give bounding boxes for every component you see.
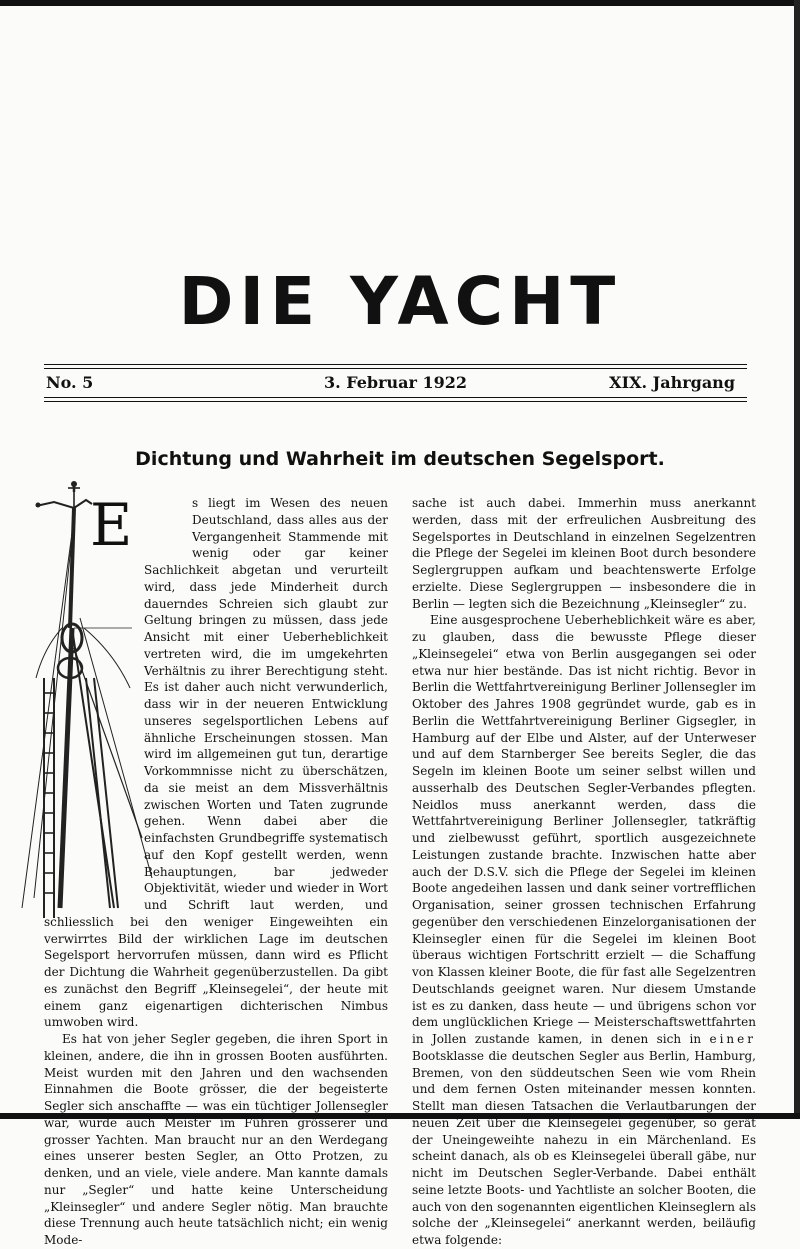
issue-date: 3. Februar 1922 bbox=[323, 373, 468, 392]
header-rule-top-1 bbox=[44, 364, 747, 365]
article-column-right bbox=[412, 495, 756, 1247]
article-text: Eine ausgesprochene Ueberheblichkeit wäre es aber, zu glauben, dass die bewusste Pflege dieser „Kleinsegelei“ etwa von Berlin ausgegangen sei oder etwa nur hier bestände. Das ist nicht richtig. Bevor in Berlin die Wettfahrtvereinigung Berliner Jollensegler im Oktober des Jahres 1908 gegründet wurde, gab es in Berlin die Wettfahrtvereinigung Berliner Gigsegler, in Hamburg auf der Elbe und Alster, auf der Unterweser und auf dem Starnberger See bereits Segler, die das Segeln im kleinen Boote um seiner selbst willen und ausserhalb des Deutschen Segler-Verbandes pflegten. Neidlos muss anerkannt werden, dass die Wettfahrtvereinigung Berliner Jollensegler, tatkräftig und zielbewusst geführt, sportlich ausgezeichnete Leistungen zustande brachte. Inzwischen hatte aber auch der D.S.V. sich die Pflege der Segelei im kleinen Boote angedeihen lassen und dank seiner vortrefflichen Organisation, seiner grossen technischen Erfahrung gegenüber den verschiedenen Einzelorganisationen der Kleinsegler einen für die Segelei im kleinen Boot überaus wichtigen Fortschritt erzielt — die Schaffung von Klassen kleiner Boote, die für fast alle Segelzentren Deutschlands geeignet waren. Nur diesem Umstande ist es zu danken, dass heute — und übrigens schon vor dem unglücklichen Kriege — Meisterschaftswettfahrten in Jollen zustande kamen, in denen sich in bbox=[412, 613, 756, 1046]
issue-number: No. 5 bbox=[46, 373, 94, 392]
article-headline: Dichtung und Wahrheit im deutschen Segelsport. bbox=[135, 448, 665, 470]
header-rule-top-2 bbox=[44, 368, 747, 369]
article-paragraph: s liegt im Wesen des neuen Deutschland, dass alles aus der Vergangenheit Stammende mit wenig oder gar keiner Sachlichkeit abgetan und verurteilt wird, dass jede Minderheit durch dauerndes Schreien sich glaubt zur Geltung bringen zu müssen, dass jede Ansicht mit einer Ueberheblichkeit vertreten wird, die im umgekehrten Verhältnis zu ihrer Berechtigung steht. Es ist daher auch nicht verwunderlich, dass wir in der neueren Entwicklung unseres segelsportlichen Lebens auf ähnliche Erscheinungen stossen. Man wird im allgemeinen gut tun, derartige Vorkommnisse nicht zu überschätzen, da sie meist an dem Missverhältnis zwischen Worten und Taten zugrunde gehen. Wenn dabei aber die einfachsten Grundbegriffe systematisch auf den Kopf gestellt werden, wenn Behauptungen, bar jedweder Objektivität, wieder und wieder in Wort und Schrift laut werden, und schliesslich bei den weniger Eingeweihten ein verwirrtes Bild der wirklichen Lage im deutschen Segelsport hervorrufen müssen, dann wird es Pflicht der Dichtung die Wahrheit gegenüberzustellen. Da gibt es zunächst den Begriff „Kleinsegelei“, der heute mit einem ganz eigenartigen dichterischen Nimbus umwoben wird. bbox=[44, 496, 388, 1030]
article-text-spaced: einer bbox=[709, 1032, 756, 1046]
dropcap-wrap-spacer bbox=[144, 495, 192, 551]
dropcap-letter: E bbox=[90, 491, 133, 559]
masthead-title: DIE YACHT bbox=[178, 263, 622, 340]
article-paragraph: Es hat von jeher Segler gegeben, die ihren Sport in kleinen, andere, die ihn in grossen Booten ausführten. Meist wurden mit den Jahren und den wachsenden Einnahmen die Boote grösser, die der begeisterte Segler sich anschaffte — was ein tüchtiger Jollensegler war, wurde auch Meister im Führen grösserer und grosser Yachten. Man braucht nur an den Werdegang eines unserer besten Segler, an Otto Protzen, zu denken, und an viele, viele andere. Man kannte damals nur „Segler“ und hatte keine Unterscheidung „Kleinsegler“ und andere Segler nötig. Man brauchte diese Trennung auch heute tatsächlich nicht; ein wenig Mode- bbox=[44, 1032, 388, 1247]
scan-border-top bbox=[0, 0, 800, 6]
issue-volume: XIX. Jahrgang bbox=[609, 373, 735, 392]
article-text: Bootsklasse die deutschen Segler aus Berlin, Hamburg, Bremen, von den süddeutschen Seen wie vom Rhein und dem fernen Osten miteinander messen konnten. Stellt man diesen Tatsachen die Verlautbarungen der neuen Zeit über die Kleinsegelei gegenüber, so gerät der Uneingeweihte nahezu in ein Märchenland. Es scheint danach, als ob es Kleinsegelei überall gäbe, nur nicht im Deutschen Segler-Verbande. Dabei enthält seine letzte Boots- und Yachtliste an solcher Booten, die auch von den sogenannten eigentlichen Kleinseglern als solche der „Kleinsegelei“ anerkannt werden, beiläufig etwa folgende: bbox=[412, 1048, 756, 1247]
header-rule-bottom-1 bbox=[44, 397, 747, 398]
illustration-wrap-spacer bbox=[44, 491, 144, 903]
scan-border-right bbox=[794, 0, 800, 1119]
article-paragraph bbox=[412, 612, 756, 1249]
article-paragraph: sache ist auch dabei. Immerhin muss anerkannt werden, dass mit der erfreulichen Ausbreitung des Segelsportes in Deutschland in einzelnen Segelzentren die Pflege der Segelei im kleinen Boot durch besondere Seglergruppen aufkam und beachtenswerte Erfolge erzielte. Diese Seglergruppen — insbesondere die in Berlin — legten sich die Bezeichnung „Kleinsegler“ zu. bbox=[412, 496, 756, 611]
header-rule-bottom-2 bbox=[44, 401, 747, 402]
issue-line bbox=[44, 370, 747, 396]
article-column-left bbox=[44, 491, 388, 1247]
